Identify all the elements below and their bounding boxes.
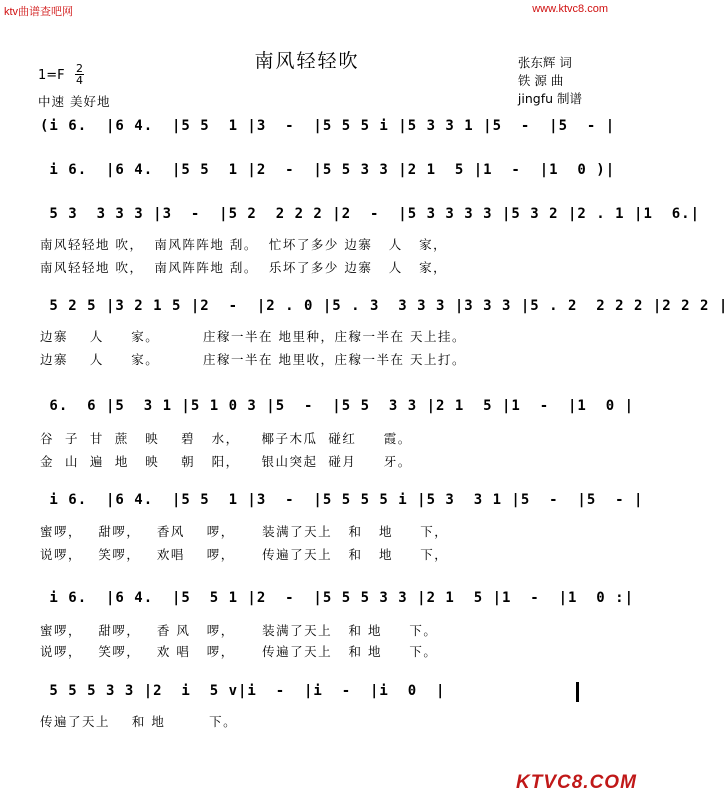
- lyric-line: 蜜啰， 甜啰， 香 风 啰， 装满了天上 和 地 下。: [40, 623, 438, 638]
- logo-text: KTVC8.COM: [516, 772, 637, 793]
- score-row: [40, 398, 635, 424]
- tempo-marking: 中速 美好地: [38, 94, 111, 109]
- lyric-line: 金 山 遍 地 映 朝 阳， 银山突起 碰月 牙。: [40, 454, 412, 469]
- lyricist: 张东辉 词: [517, 55, 572, 70]
- song-title: 南风轻轻吹: [254, 50, 360, 72]
- score-row: [40, 206, 701, 232]
- lyric-line: 边寨 人 家。 庄稼一半在 地里收，庄稼一半在 天上打。: [40, 352, 466, 367]
- notation-line: i 6. |6 4. |5 5 1 |2 - |5 5 5 3 3 |2 1 5 |1 - |1 0 :|: [40, 590, 635, 606]
- notation-line: i 6. |6 4. |5 5 1 |3 - |5 5 5 5 i |5 3 3 1 |5 - |5 - |: [40, 492, 644, 508]
- meter-top: 2: [76, 62, 83, 75]
- lyric-line: 边寨 人 家。 庄稼一半在 地里种，庄稼一半在 天上挂。: [40, 329, 466, 344]
- notation-line: 5 2 5 |3 2 1 5 |2 - |2 . 0 |5 . 3 3 3 3 |3 3 3 |5 . 2 2 2 2 |2 2 2 |: [40, 298, 728, 314]
- score-row: [40, 683, 580, 709]
- composer: 铁 源 曲: [517, 73, 564, 88]
- lyric-line: 说啰， 笑啰， 欢唱 啰， 传遍了天上 和 地 下，: [40, 547, 449, 562]
- notation-line: 6. 6 |5 3 1 |5 1 0 3 |5 - |5 5 3 3 |2 1 5 |1 - |1 0 |: [40, 398, 635, 414]
- notation-line: (i 6. |6 4. |5 5 1 |3 - |5 5 5 i |5 3 3 1 |5 - |5 - |: [40, 118, 616, 134]
- lyric-line: 南风轻轻地 吹， 南风阵阵地 刮。 乐坏了多少 边寨 人 家，: [40, 260, 448, 275]
- notation-line: 5 5 5 3 3 |2 i 5 v|i - |i - |i 0 |: [40, 683, 446, 699]
- score-row: [40, 590, 635, 616]
- credits: [518, 54, 582, 108]
- notation-line: 5 3 3 3 3 |3 - |5 2 2 2 2 |2 - |5 3 3 3 3 |5 3 2 |2 . 1 |1 6.|: [40, 206, 701, 222]
- watermark-top-left: ktv曲谱查吧网: [4, 6, 74, 18]
- transcriber: jingfu 制谱: [517, 91, 582, 106]
- final-barline: [576, 682, 579, 702]
- lyric-line: 谷 子 甘 蔗 映 碧 水， 椰子木瓜 碰红 霞。: [40, 431, 412, 446]
- score-row: [40, 118, 616, 144]
- lyric-line: 传遍了天上 和 地 下。: [40, 714, 238, 729]
- lyric-line: 蜜啰， 甜啰， 香风 啰， 装满了天上 和 地 下，: [40, 524, 449, 539]
- notation-line: i 6. |6 4. |5 5 1 |2 - |5 5 3 3 |2 1 5 |1 - |1 0 )|: [40, 162, 616, 178]
- lyric-line: 南风轻轻地 吹， 南风阵阵地 刮。 忙坏了多少 边寨 人 家，: [40, 237, 448, 252]
- site-logo: [516, 770, 637, 793]
- lyric-line: 说啰， 笑啰， 欢 唱 啰， 传遍了天上 和 地 下。: [40, 644, 438, 659]
- score-row: [40, 298, 728, 324]
- time-signature: [75, 63, 84, 86]
- watermark-top-right: www.ktvc8.com: [532, 3, 608, 15]
- key-signature: 1=F: [38, 68, 65, 83]
- score-row: [40, 162, 616, 188]
- meter-bottom: 4: [76, 74, 83, 87]
- score-row: [40, 492, 644, 518]
